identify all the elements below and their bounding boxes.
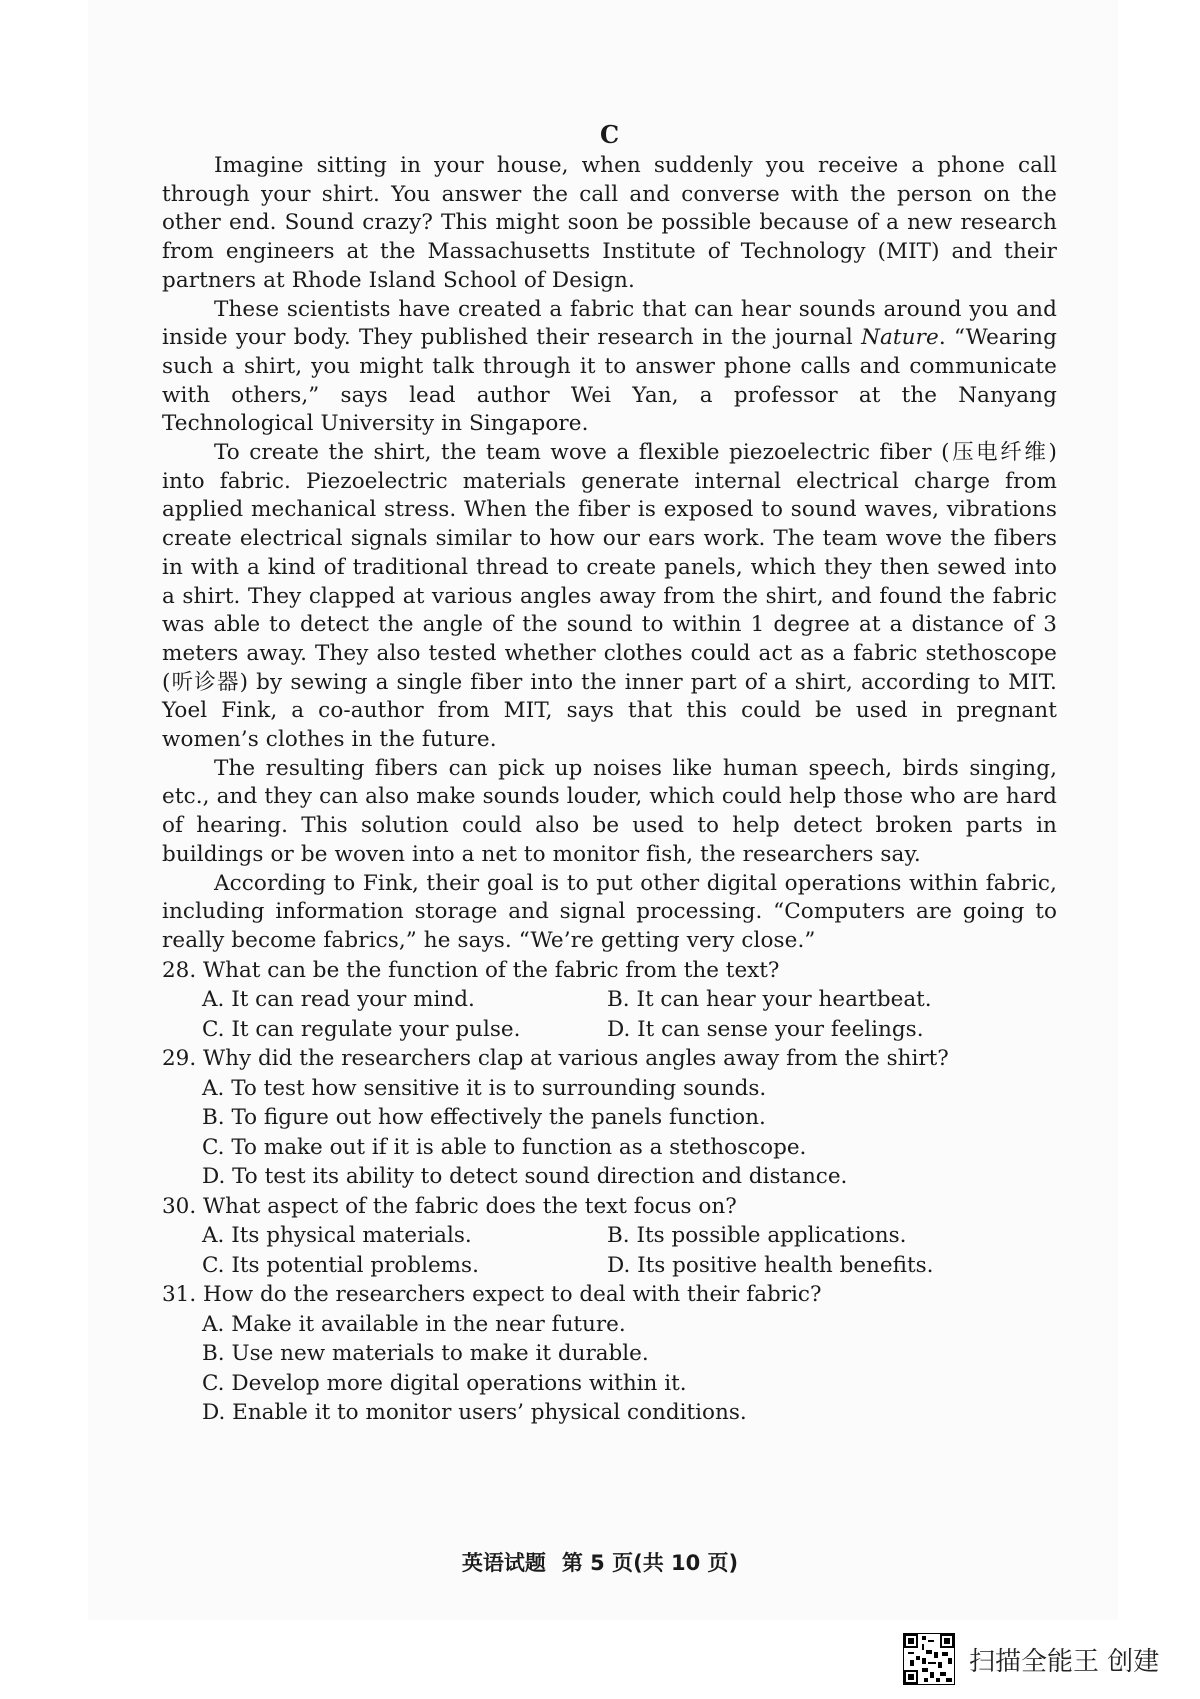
option-c[interactable]: C. To make out if it is able to function as a stethoscope. [202, 1134, 807, 1160]
question-28 [162, 956, 1057, 1045]
page-content [162, 120, 1057, 1428]
question-stem: 30. What aspect of the fabric does the text focus on? [162, 1193, 737, 1219]
paragraph-text: . “Wearing such a shirt, you might talk through it to answer phone calls and communicate with others,” says lead author Wei Yan, a professor at the Nanyang Technological University in Singapore. [162, 325, 1057, 437]
option-b[interactable]: B. To figure out how effectively the panels function. [202, 1105, 766, 1131]
option-b[interactable]: B. Its possible applications. [607, 1223, 907, 1249]
passage-paragraph-3: To create the shirt, the team wove a flexible piezoelectric fiber (压电纤维) into fabric. Piezoelectric materials generate internal electrical charge from applied mechanical stress. When the fiber is exposed to sound waves, vibrations create electrical signals similar to how our ears work. The team wove the fibers in with a kind of traditional thread to create panels, which they then sewed into a shirt. They clapped at various angles away from the shirt, and found the fabric was able to detect the angle of the sound to within 1 degree at a distance of 3 meters away. They also tested whether clothes could act as a fabric stethoscope (听诊器) by sewing a single fiber into the inner part of a shirt, according to MIT. Yoel Fink, a co-author from MIT, says that this could be used in pregnant women’s clothes in the future. [162, 440, 1057, 753]
question-stem: 29. Why did the researchers clap at various angles away from the shirt? [162, 1046, 949, 1072]
option-d[interactable]: D. Enable it to monitor users’ physical conditions. [202, 1400, 747, 1426]
passage-paragraph-5: According to Fink, their goal is to put other digital operations within fabric, including information storage and signal processing. “Computers are going to really become fabrics,” he says. “We’re getting very close.” [162, 870, 1057, 953]
option-c[interactable]: C. Develop more digital operations within it. [202, 1370, 687, 1396]
question-options [162, 1074, 1057, 1192]
question-31 [162, 1280, 1057, 1428]
question-stem: 28. What can be the function of the fabric from the text? [162, 957, 780, 983]
passage-paragraph-1: Imagine sitting in your house, when suddenly you receive a phone call through your shirt. You answer the call and converse with the person on the other end. Sound crazy? This might soon be possible because of a new research from engineers at the Massachusetts Institute of Technology (MIT) and their partners at Rhode Island School of Design. [162, 153, 1057, 293]
option-d[interactable]: D. Its positive health benefits. [607, 1252, 934, 1278]
option-b[interactable]: B. It can hear your heartbeat. [607, 987, 932, 1013]
option-a[interactable]: A. To test how sensitive it is to surrounding sounds. [202, 1075, 767, 1101]
option-c[interactable]: C. It can regulate your pulse. [202, 1016, 521, 1042]
question-29 [162, 1044, 1057, 1192]
passage-paragraph-2 [162, 296, 1057, 440]
option-a[interactable]: A. Its physical materials. [202, 1223, 472, 1249]
question-30 [162, 1192, 1057, 1281]
journal-name: Nature [861, 325, 939, 351]
scanner-watermark [903, 1632, 1159, 1686]
qr-code-icon [903, 1633, 955, 1685]
paragraph-text: These scientists have created a fabric that can hear sounds around you and inside your body. They published their research in the journal [162, 296, 1057, 351]
page-footer [0, 1547, 1200, 1577]
question-stem: 31. How do the researchers expect to deal with their fabric? [162, 1282, 822, 1308]
option-d[interactable]: D. To test its ability to detect sound direction and distance. [202, 1164, 848, 1190]
question-options [162, 985, 1057, 1044]
watermark-text: 扫描全能王 创建 [969, 1646, 1160, 1677]
footer-page-number: 第 5 页(共 10 页) [561, 1551, 739, 1575]
option-c[interactable]: C. Its potential problems. [202, 1252, 479, 1278]
option-a[interactable]: A. It can read your mind. [202, 987, 475, 1013]
option-d[interactable]: D. It can sense your feelings. [607, 1016, 924, 1042]
option-a[interactable]: A. Make it available in the near future. [202, 1311, 626, 1337]
passage-paragraph-4: The resulting fibers can pick up noises like human speech, birds singing, etc., and they can also make sounds louder, which could help those who are hard of hearing. This solution could also be used to help detect broken parts in buildings or be woven into a net to monitor fish, the researchers say. [162, 755, 1057, 867]
section-title: C [599, 120, 620, 149]
footer-subject: 英语试题 [461, 1551, 546, 1575]
question-options [162, 1310, 1057, 1428]
question-options [162, 1221, 1057, 1280]
option-b[interactable]: B. Use new materials to make it durable. [202, 1341, 649, 1367]
